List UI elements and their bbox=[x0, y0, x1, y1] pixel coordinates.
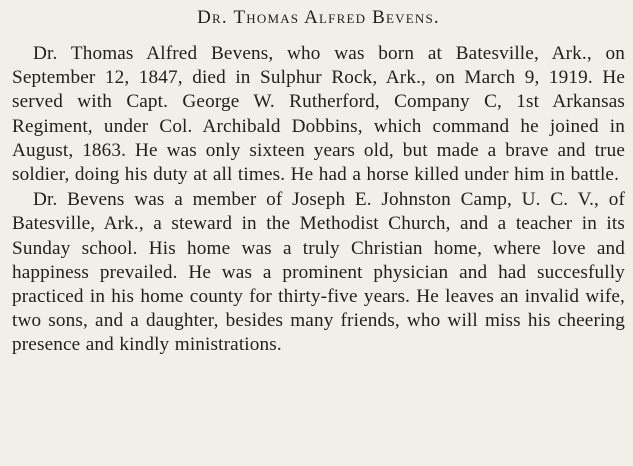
paragraph-2: Dr. Bevens was a member of Joseph E. Johnston Camp, U. C. V., of Batesville, Ark., a steward in the Methodist Church, and a teacher in its Sunday school. His home was a truly Christian home, where love and happiness prevailed. He was a prominent physician and had succesfully practiced in his home county for thirty-five years. He leaves an invalid wife, two sons, and a daughter, besides many friends, who will miss his cheering presence and kindly ministrations. bbox=[12, 189, 625, 356]
paragraph-1: Dr. Thomas Alfred Bevens, who was born at Batesville, Ark., on September 12, 1847, died in Sulphur Rock, Ark., on March 9, 1919. He served with Capt. George W. Rutherford, Company C, 1st Arkansas Regiment, under Col. Archibald Dobbins, which command he joined in August, 1863. He was only sixteen years old, but made a brave and true soldier, doing his duty at all times. He had a horse killed under him in battle. bbox=[12, 43, 625, 186]
article-title: Dr. Thomas Alfred Bevens. bbox=[197, 7, 440, 28]
